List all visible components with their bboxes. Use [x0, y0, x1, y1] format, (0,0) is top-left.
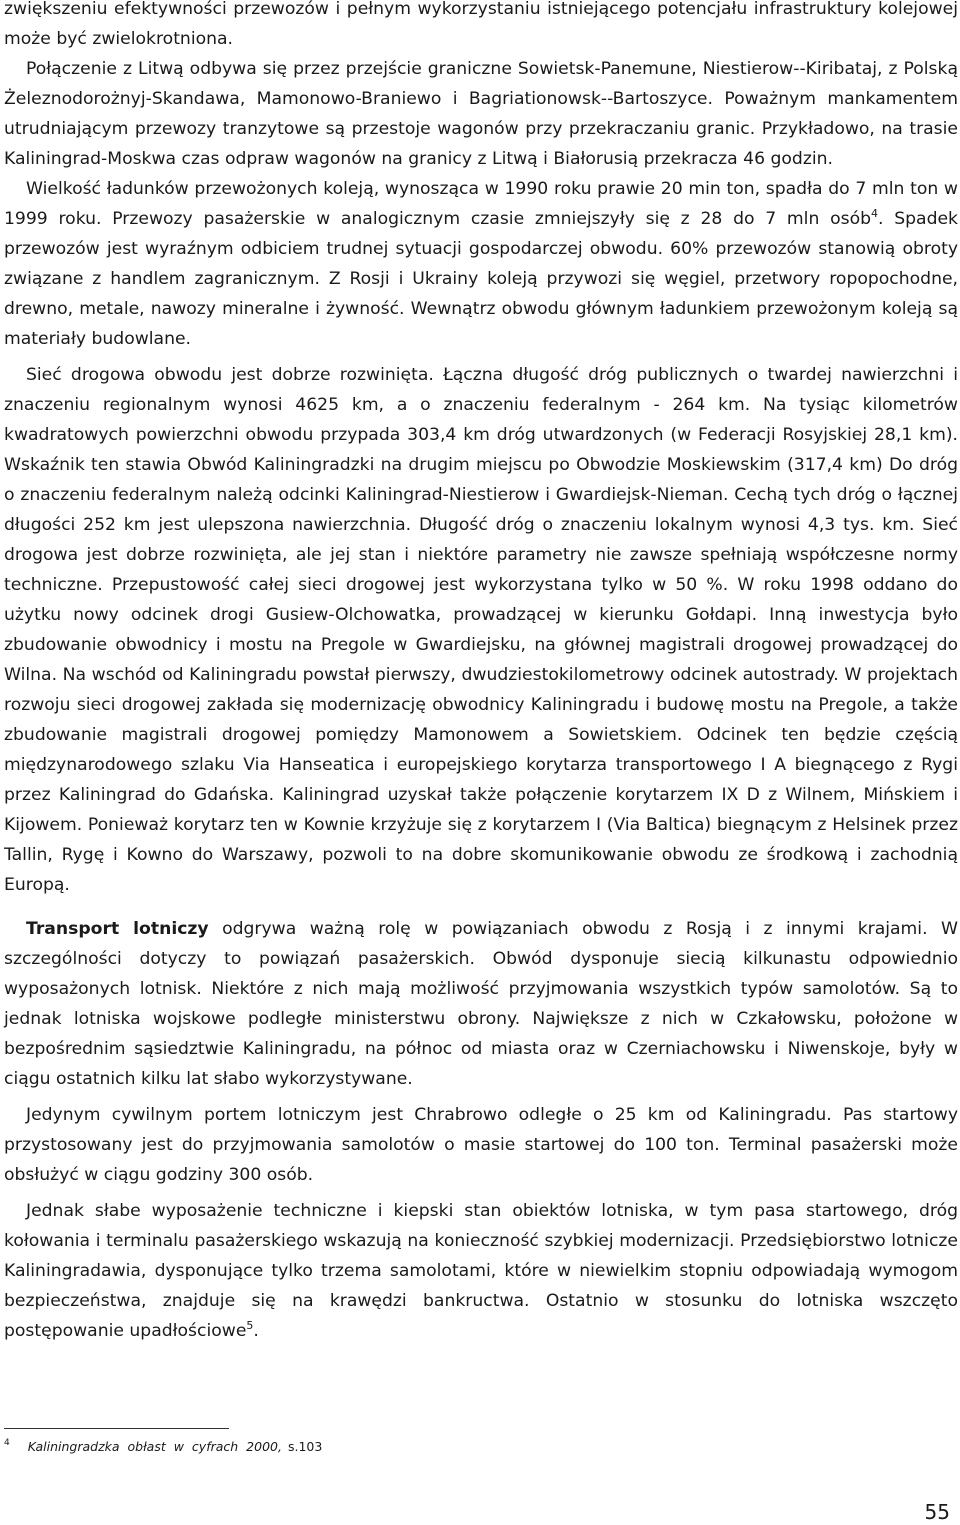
- footnote-divider: [4, 1428, 229, 1429]
- footnote: [4, 1438, 322, 1456]
- footnote-reference: 5: [246, 1319, 254, 1332]
- body-text: [4, 0, 958, 1346]
- paragraph-5: [4, 914, 958, 1094]
- footnote-source-title: Kaliningradzka obłast w cyfrach 2000,: [27, 1439, 282, 1454]
- paragraph-2: [4, 54, 958, 174]
- paragraph-1: [4, 0, 958, 54]
- footnote-reference: 4: [871, 207, 878, 220]
- paragraph-3: [4, 174, 958, 354]
- footnote-page-ref: s.103: [287, 1439, 323, 1454]
- footnote-marker: 4: [4, 1438, 10, 1448]
- paragraph-text: Sieć drogowa obwodu jest dobrze rozwinięta. Łączna długość dróg publicznych o twardej nawierzchni i znaczeniu regionalnym wynosi 4625 km, a o znaczeniu federalnym - 264 km. Na tysiąc kilometrów kwadratowych powierzchni obwodu przypada 303,4 km dróg utwardzonych (w Federacji Rosyjskiej 28,1 km). Wskaźnik ten stawia Obwód Kaliningradzki na drugim miejscu po Obwodzie Moskiewskim (317,4 km) Do dróg o znaczeniu federalnym należą odcinki Kaliningrad-Niestierow i Gwardiejsk-Nieman. Cechą tych dróg o łącznej długości 252 km jest ulepszona nawierzchnia. Długość dróg o znaczeniu lokalnym wynosi 4,3 tys. km. Sieć drogowa jest dobrze rozwinięta, ale jej stan i niektóre parametry nie zawsze spełniają współczesne normy techniczne. Przepustowość całej sieci drogowej jest wykorzystana tylko w 50 %. W roku 1998 oddano do użytku nowy odcinek drogi Gusiew-Olchowatka, prowadzącej w kierunku Gołdapi. Inną inwestycja było zbudowanie obwodnicy i mostu na Pregole w Gwardiejsku, na głównej magistrali drogowej prowadzącej do Wilna. Na wschód od Kaliningradu powstał pierwszy, dwudziestokilometrowy odcinek autostrady. W projektach rozwoju sieci drogowej zakłada się modernizację obwodnicy Kaliningradu i budowę mostu na Pregole, a także zbudowanie magistrali drogowej pomiędzy Mamonowem a Sowietskiem. Odcinek ten będzie częścią międzynarodowego szlaku Via Hanseatica i europejskiego korytarza transportowego I A biegnącego z Rygi przez Kaliningrad do Gdańska. Kaliningrad uzyskał także połączenie korytarzem IX D z Wilnem, Mińskiem i Kijowem. Ponieważ korytarz ten w Kownie krzyżuje się z korytarzem I (Via Baltica) biegnącym z Helsinek przez Tallin, Rygę i Kowno do Warszawy, pozwoli to na dobre skomunikowanie obwodu ze środkową i zachodnią Europą.: [4, 365, 958, 895]
- section-heading-inline: Transport lotniczy: [26, 919, 209, 939]
- paragraph-6: [4, 1100, 958, 1190]
- paragraph-7: [4, 1196, 958, 1346]
- page-number: 55: [924, 1500, 950, 1524]
- paragraph-text: Jednak słabe wyposażenie techniczne i kiepski stan obiektów lotniska, w tym pasa startowego, dróg kołowania i terminalu pasażerskiego wskazują na konieczność szybkiej modernizacji. Przedsiębiorstwo lotnicze Kaliningradawia, dysponujące tylko trzema samolotami, które w niewielkim stopniu odpowiadają wymogom bezpieczeństwa, znajduje się na krawędzi bankructwa. Ostatnio w stosunku do lotniska wszczęto postępowanie upadłościowe: [4, 1201, 958, 1341]
- paragraph-text: Wielkość ładunków przewożonych koleją, wynosząca w 1990 roku prawie 20 min ton, spadła do 7 mln ton w 1999 roku. Przewozy pasażerskie w analogicznym czasie zmniejszyły się z 28 do 7 mln osób: [4, 179, 958, 229]
- paragraph-text: . Spadek przewozów jest wyraźnym odbiciem trudnej sytuacji gospodarczej obwodu. 60% przewozów stanowią obroty związane z handlem zagranicznym. Z Rosji i Ukrainy koleją przywozi się węgiel, przetwory ropopochodne, drewno, metale, nawozy mineralne i żywność. Wewnątrz obwodu głównym ładunkiem przewożonym koleją są materiały budowlane.: [4, 209, 959, 349]
- paragraph-text: Połączenie z Litwą odbywa się przez przejście graniczne Sowietsk-Panemune, Niestierow--Kiribataj, z Polską Żeleznodorożnyj-Skandawa, Mamonowo-Braniewo i Bagriationowsk--Bartoszyce. Poważnym mankamentem utrudniającym przewozy tranzytowe są przestoje wagonów przy przekraczaniu granic. Przykładowo, na trasie Kaliningrad-Moskwa czas odpraw wagonów na granicy z Litwą i Białorusią przekracza 46 godzin.: [4, 59, 958, 169]
- paragraph-text: .: [253, 1321, 259, 1341]
- paragraph-text: Jedynym cywilnym portem lotniczym jest Chrabrowo odległe o 25 km od Kaliningradu. Pas startowy przystosowany jest do przyjmowania samolotów o masie startowej do 100 ton. Terminal pasażerski może obsłużyć w ciągu godziny 300 osób.: [4, 1105, 958, 1185]
- paragraph-text: odgrywa ważną rolę w powiązaniach obwodu z Rosją i z innymi krajami. W szczególności dotyczy to powiązań pasażerskich. Obwód dysponuje siecią kilkunastu odpowiednio wyposażonych lotnisk. Niektóre z nich mają możliwość przyjmowania wszystkich typów samolotów. Są to jednak lotniska wojskowe podległe ministerstwu obrony. Największe z nich w Czkałowsku, położone w bezpośrednim sąsiedztwie Kaliningradu, na północ od miasta oraz w Czerniachowsku i Niwenskoje, były w ciągu ostatnich kilku lat słabo wykorzystywane.: [4, 919, 958, 1089]
- paragraph-text: zwiększeniu efektywności przewozów i pełnym wykorzystaniu istniejącego potencjału infrastruktury kolejowej może być zwielokrotniona.: [4, 0, 958, 49]
- paragraph-4: [4, 360, 958, 900]
